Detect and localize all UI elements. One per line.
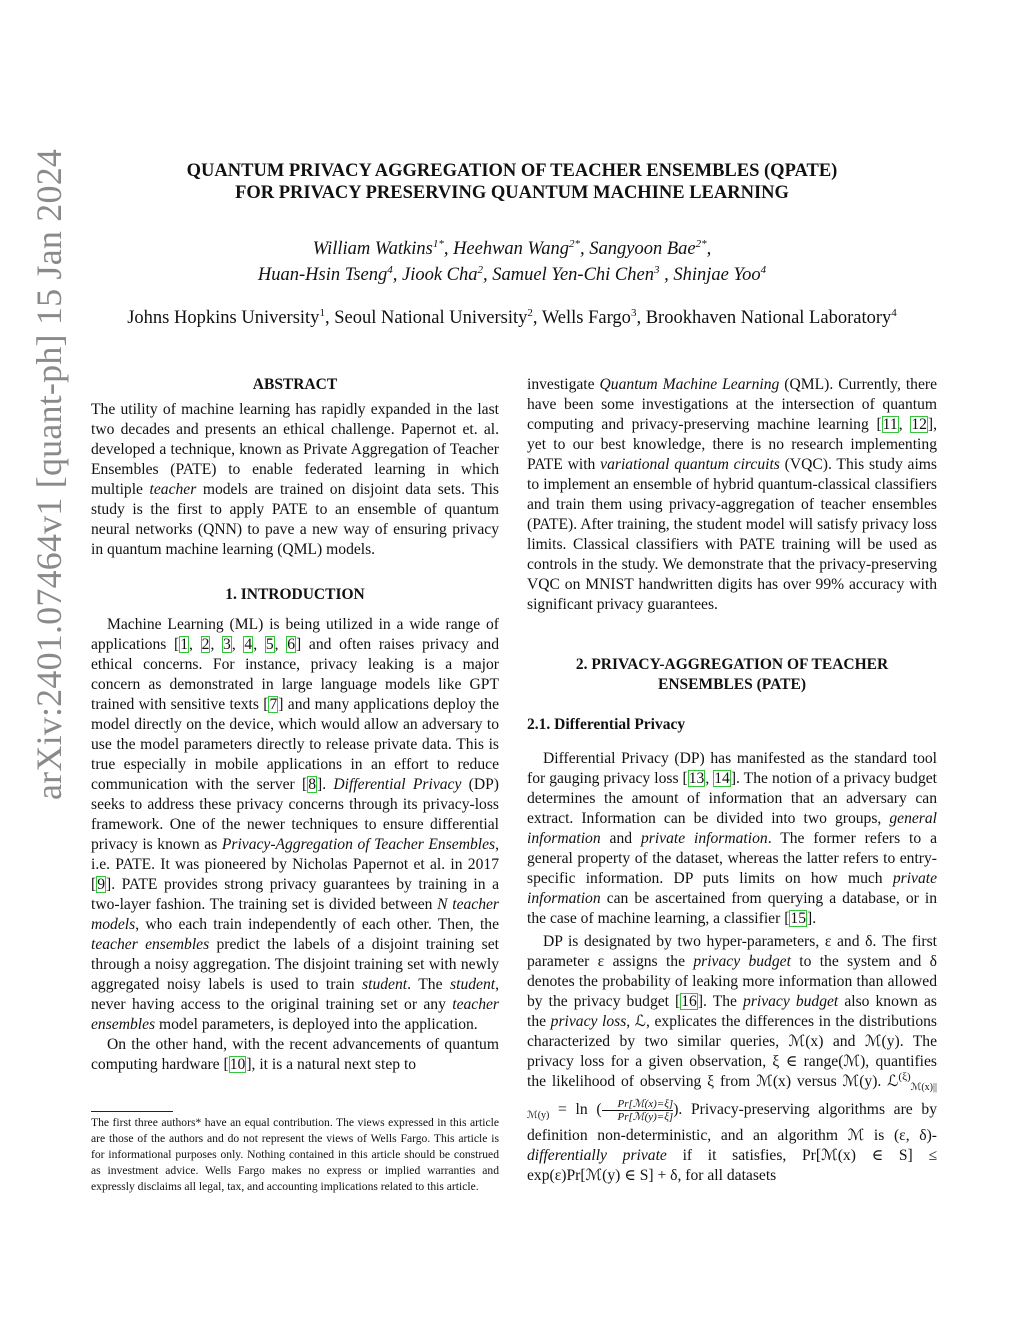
citation-link[interactable]: 15 <box>790 910 806 927</box>
author-affiliation-mark: 3 <box>654 263 660 276</box>
dp-paragraph-2: DP is designated by two hyper-parameters, ε and δ. The first parameter ε assigns the privacy budget to the system and δ denotes the probability of leaking more information than allowed by the privacy budget [16]. The privacy budget also known as the privacy loss, ℒ, explicates the differences in the distributions characterized by two similar queries, ℳ(x) and ℳ(y). The privacy loss for a given observation, ξ ∈ range(ℳ), quantifies the likelihood of observing ξ from ℳ(x) versus ℳ(y). ℒ$^{(\xi)}_{ℳ(x)||ℳ(y)}$ = ln ( Pr[ℳ(x)=ξ] Pr[ℳ(y)=ξ] ). Privacy-preserving algorithms are by definition non-deterministic, and an algorithm ℳ is (ε, δ)-differentially private if it satisfies, Pr[ℳ(x) ∈ S] ≤ exp(ε)Pr[ℳ(y) ∈ S] + δ, for all datasets <box>527 933 938 1185</box>
citation-link[interactable]: 10 <box>229 1056 246 1073</box>
introduction-heading: 1. INTRODUCTION <box>225 586 365 603</box>
affiliations: Johns Hopkins University$^1$, Seoul National University$^2$, Wells Fargo$^3$, Brookhaven National Laboratory$^4$ <box>127 306 897 328</box>
left-column <box>91 375 499 1075</box>
citation-link[interactable]: 3 <box>223 636 231 653</box>
author-name: Shinjae Yoo <box>673 265 761 285</box>
paper-title <box>112 160 912 204</box>
title-line-1: QUANTUM PRIVACY AGGREGATION OF TEACHER ENSEMBLES (QPATE) <box>186 161 838 181</box>
section-2-heading: 2. PRIVACY-AGGREGATION OF TEACHER ENSEMBLES (PATE) <box>575 656 889 693</box>
citation-link[interactable]: 6 <box>287 636 295 653</box>
affiliation: Johns Hopkins University <box>127 308 320 328</box>
citation-link[interactable]: 2 <box>201 636 210 653</box>
author-affiliation-mark: 2* <box>695 237 707 250</box>
citation-link[interactable]: 12 <box>911 416 927 433</box>
author-name: Huan-Hsin Tseng <box>257 265 388 285</box>
right-column <box>527 375 937 1186</box>
citation-link[interactable]: 9 <box>97 876 105 893</box>
author-affiliation-mark: 2 <box>477 263 484 276</box>
author-name: Sangyoon Bae <box>589 239 696 259</box>
author-line-1: William Watkins$^{1*}$, Heehwan Wang$^{2*}$, Sangyoon Bae$^{2*}$, <box>312 237 712 259</box>
author-name: Jiook Cha <box>402 265 478 285</box>
affiliation: Brookhaven National Laboratory <box>645 308 892 328</box>
subsection-2-1-heading: 2.1. Differential Privacy <box>527 716 686 733</box>
citation-link[interactable]: 13 <box>688 770 705 787</box>
author-name: Heehwan Wang <box>453 239 570 259</box>
arxiv-identifier: arXiv:2401.07464v1 [quant-ph] 15 Jan 2024 <box>29 148 69 800</box>
introduction-paragraph-3: investigate Quantum Machine Learning (QML). Currently, there have been some investigations at the intersection of quantum computing and privacy-preserving machine learning [11, 12], yet to our best knowledge, there is no research implementing PATE with variational quantum circuits (VQC). This study aims to implement an ensemble of hybrid quantum-classical classifiers and train them using privacy-aggregation of teacher ensembles (PATE). After training, the student model will satisfy privacy loss limits. Classical classifiers with PATE training will be used as controls in the study. We demonstrate that the privacy-preserving VQC on MNIST handwritten digits has over 99% accuracy with significant privacy guarantees. <box>527 376 938 613</box>
citation-link[interactable]: 14 <box>714 770 730 787</box>
footnote: The first three authors* have an equal contribution. The views expressed in this article are those of the authors and do not represent the views of Wells Fargo. This article is for informational purposes only. Nothing contained in this article should be construed as investment advice. Wells Fargo makes no express or implied warranties and expressly disclaims all legal, tax, and accounting implications related to this article. <box>91 1116 499 1193</box>
citation-link[interactable]: 5 <box>265 636 274 653</box>
affiliation-mark: 4 <box>891 306 897 319</box>
footnote-rule <box>91 1111 173 1112</box>
abstract-heading: ABSTRACT <box>252 376 338 393</box>
author-affiliation-mark: 4 <box>760 263 767 276</box>
introduction-paragraph-2: On the other hand, with the recent advancements of quantum computing hardware [10], it is a natural next step to <box>91 1036 499 1073</box>
affiliation-mark: 2 <box>527 306 533 319</box>
author-affiliation-mark: 2* <box>569 237 581 250</box>
author-line-2: Huan-Hsin Tseng$^4$, Jiook Cha$^2$, Samuel Yen-Chi Chen$^3$ , Shinjae Yoo$^4$ <box>257 263 767 285</box>
author-affiliation-mark: 4 <box>387 263 393 276</box>
abstract-text: The utility of machine learning has rapidly expanded in the last two decades and presents an ethical challenge. Papernot et. al. developed a technique, known as Private Aggregation of Teacher Ensembles (PATE) to enable federated learning in which multiple teacher models are trained on disjoint data sets. This study is the first to apply PATE to an ensemble of quantum neural networks (QNN) to pave a new way of ensuring privacy in quantum machine learning (QML) models. <box>91 401 499 558</box>
citation-link[interactable]: 8 <box>308 776 317 793</box>
author-affiliation-mark: 1* <box>432 237 444 250</box>
author-name: Samuel Yen-Chi Chen <box>492 265 654 285</box>
author-list <box>112 236 912 288</box>
affiliation-mark: 1 <box>319 306 325 319</box>
affiliation: Seoul National University <box>334 308 528 328</box>
citation-link[interactable]: 16 <box>681 993 697 1010</box>
citation-link[interactable]: 7 <box>269 696 278 713</box>
privacy-loss-equation: ℒ$^{(\xi)}_{ℳ(x)||ℳ(y)}$ = ln ( Pr[ℳ(x)=ξ] Pr[ℳ(y)=ξ] ) <box>527 1070 937 1124</box>
affiliation-mark: 3 <box>630 306 637 319</box>
citation-link[interactable]: 1 <box>180 636 189 653</box>
title-line-2: FOR PRIVACY PRESERVING QUANTUM MACHINE LEARNING <box>235 183 789 203</box>
citation-link[interactable]: 4 <box>244 636 253 653</box>
citation-link[interactable]: 11 <box>882 416 898 433</box>
affiliation: Wells Fargo <box>541 308 631 328</box>
author-name: William Watkins <box>312 239 433 259</box>
introduction-paragraph-1: Machine Learning (ML) is being utilized in a wide range of applications [1, 2, 3, 4, 5, 6] and often raises privacy and ethical concerns. For instance, privacy leaking is a major concern as demonstrated in large language models like GPT trained with sensitive texts [7] and many applications deploy the model directly on the device, which would allow an adversary to use the model parameters directly to release private data. This is true especially in mobile applications in an effort to reduce communication with the server [8]. Differential Privacy (DP) seeks to address these privacy concerns through its privacy-loss framework. One of the newer techniques to ensure differential privacy is known as Privacy-Aggregation of Teacher Ensembles, i.e. PATE. It was pioneered by Nicholas Papernot et al. in 2017 [9]. PATE provides strong privacy guarantees by training in a two-layer fashion. The training set is divided between N teacher models, who each train independently of each other. Then, the teacher ensembles predict the labels of a disjoint training set through a noisy aggregation. The disjoint training set with newly aggregated noisy labels is used to train student. The student, never having access to the original training set or any teacher ensembles model parameters, is deployed into the application. <box>91 616 500 1033</box>
dp-paragraph-1: Differential Privacy (DP) has manifested as the standard tool for gauging privacy loss [13, 14]. The notion of a privacy budget determines the amount of information that an adversary can extract. Information can be divided into two groups, general information and private information. The former refers to a general property of the dataset, whereas the latter refers to entry-specific information. DP puts limits on how much private information can be ascertained from querying a database, or in the case of machine learning, a classifier [15]. <box>527 750 937 927</box>
